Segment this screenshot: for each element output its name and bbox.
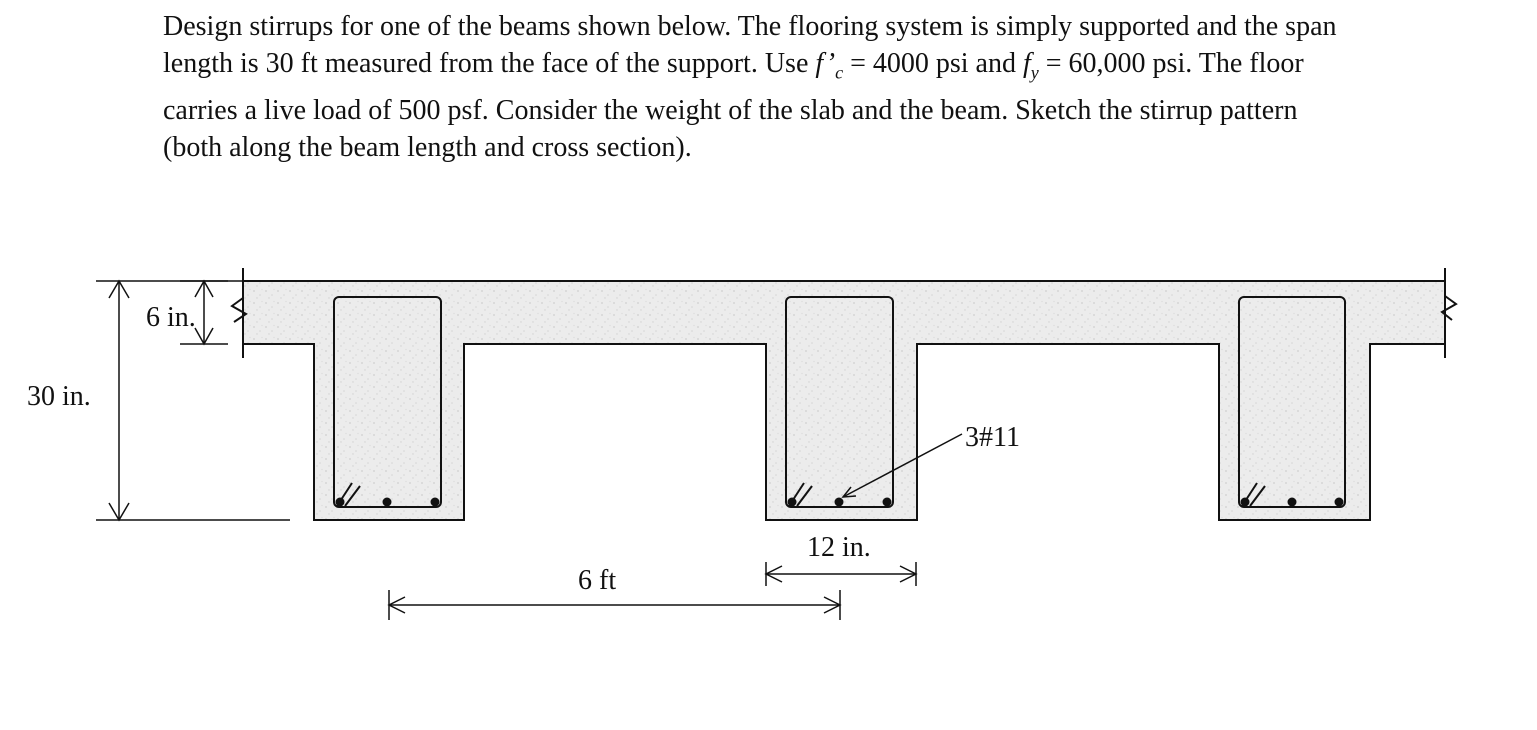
problem-line-4: (both along the beam length and cross section). bbox=[163, 131, 692, 163]
problem-line-2-end: = 60,000 psi. The floor bbox=[1038, 48, 1304, 79]
rebar-label: 3#11 bbox=[965, 422, 1020, 453]
web-width-dimension bbox=[766, 562, 916, 586]
slab-thickness-label: 6 in. bbox=[146, 302, 196, 333]
fy-symbol: f bbox=[1022, 48, 1031, 79]
concrete-section bbox=[243, 281, 1445, 520]
web-width-label: 12 in. bbox=[807, 532, 871, 563]
fc-subscript: c bbox=[835, 62, 844, 83]
problem-line-1: Design stirrups for one of the beams shown below. The flooring system is simply supported and the span bbox=[163, 11, 1337, 42]
fy-subscript: y bbox=[1030, 62, 1039, 83]
problem-line-3: carries a live load of 500 psf. Consider the weight of the slab and the beam. Sketch the stirrup pattern bbox=[163, 94, 1298, 126]
problem-line-2-start: length is 30 ft measured from the face of the support. Use bbox=[163, 48, 816, 79]
overall-depth-label: 30 in. bbox=[27, 381, 91, 412]
problem-line-2-mid: = 4000 psi and bbox=[843, 48, 1023, 79]
beam-spacing-label: 6 ft bbox=[578, 565, 617, 596]
fc-symbol: f’ bbox=[815, 48, 836, 79]
